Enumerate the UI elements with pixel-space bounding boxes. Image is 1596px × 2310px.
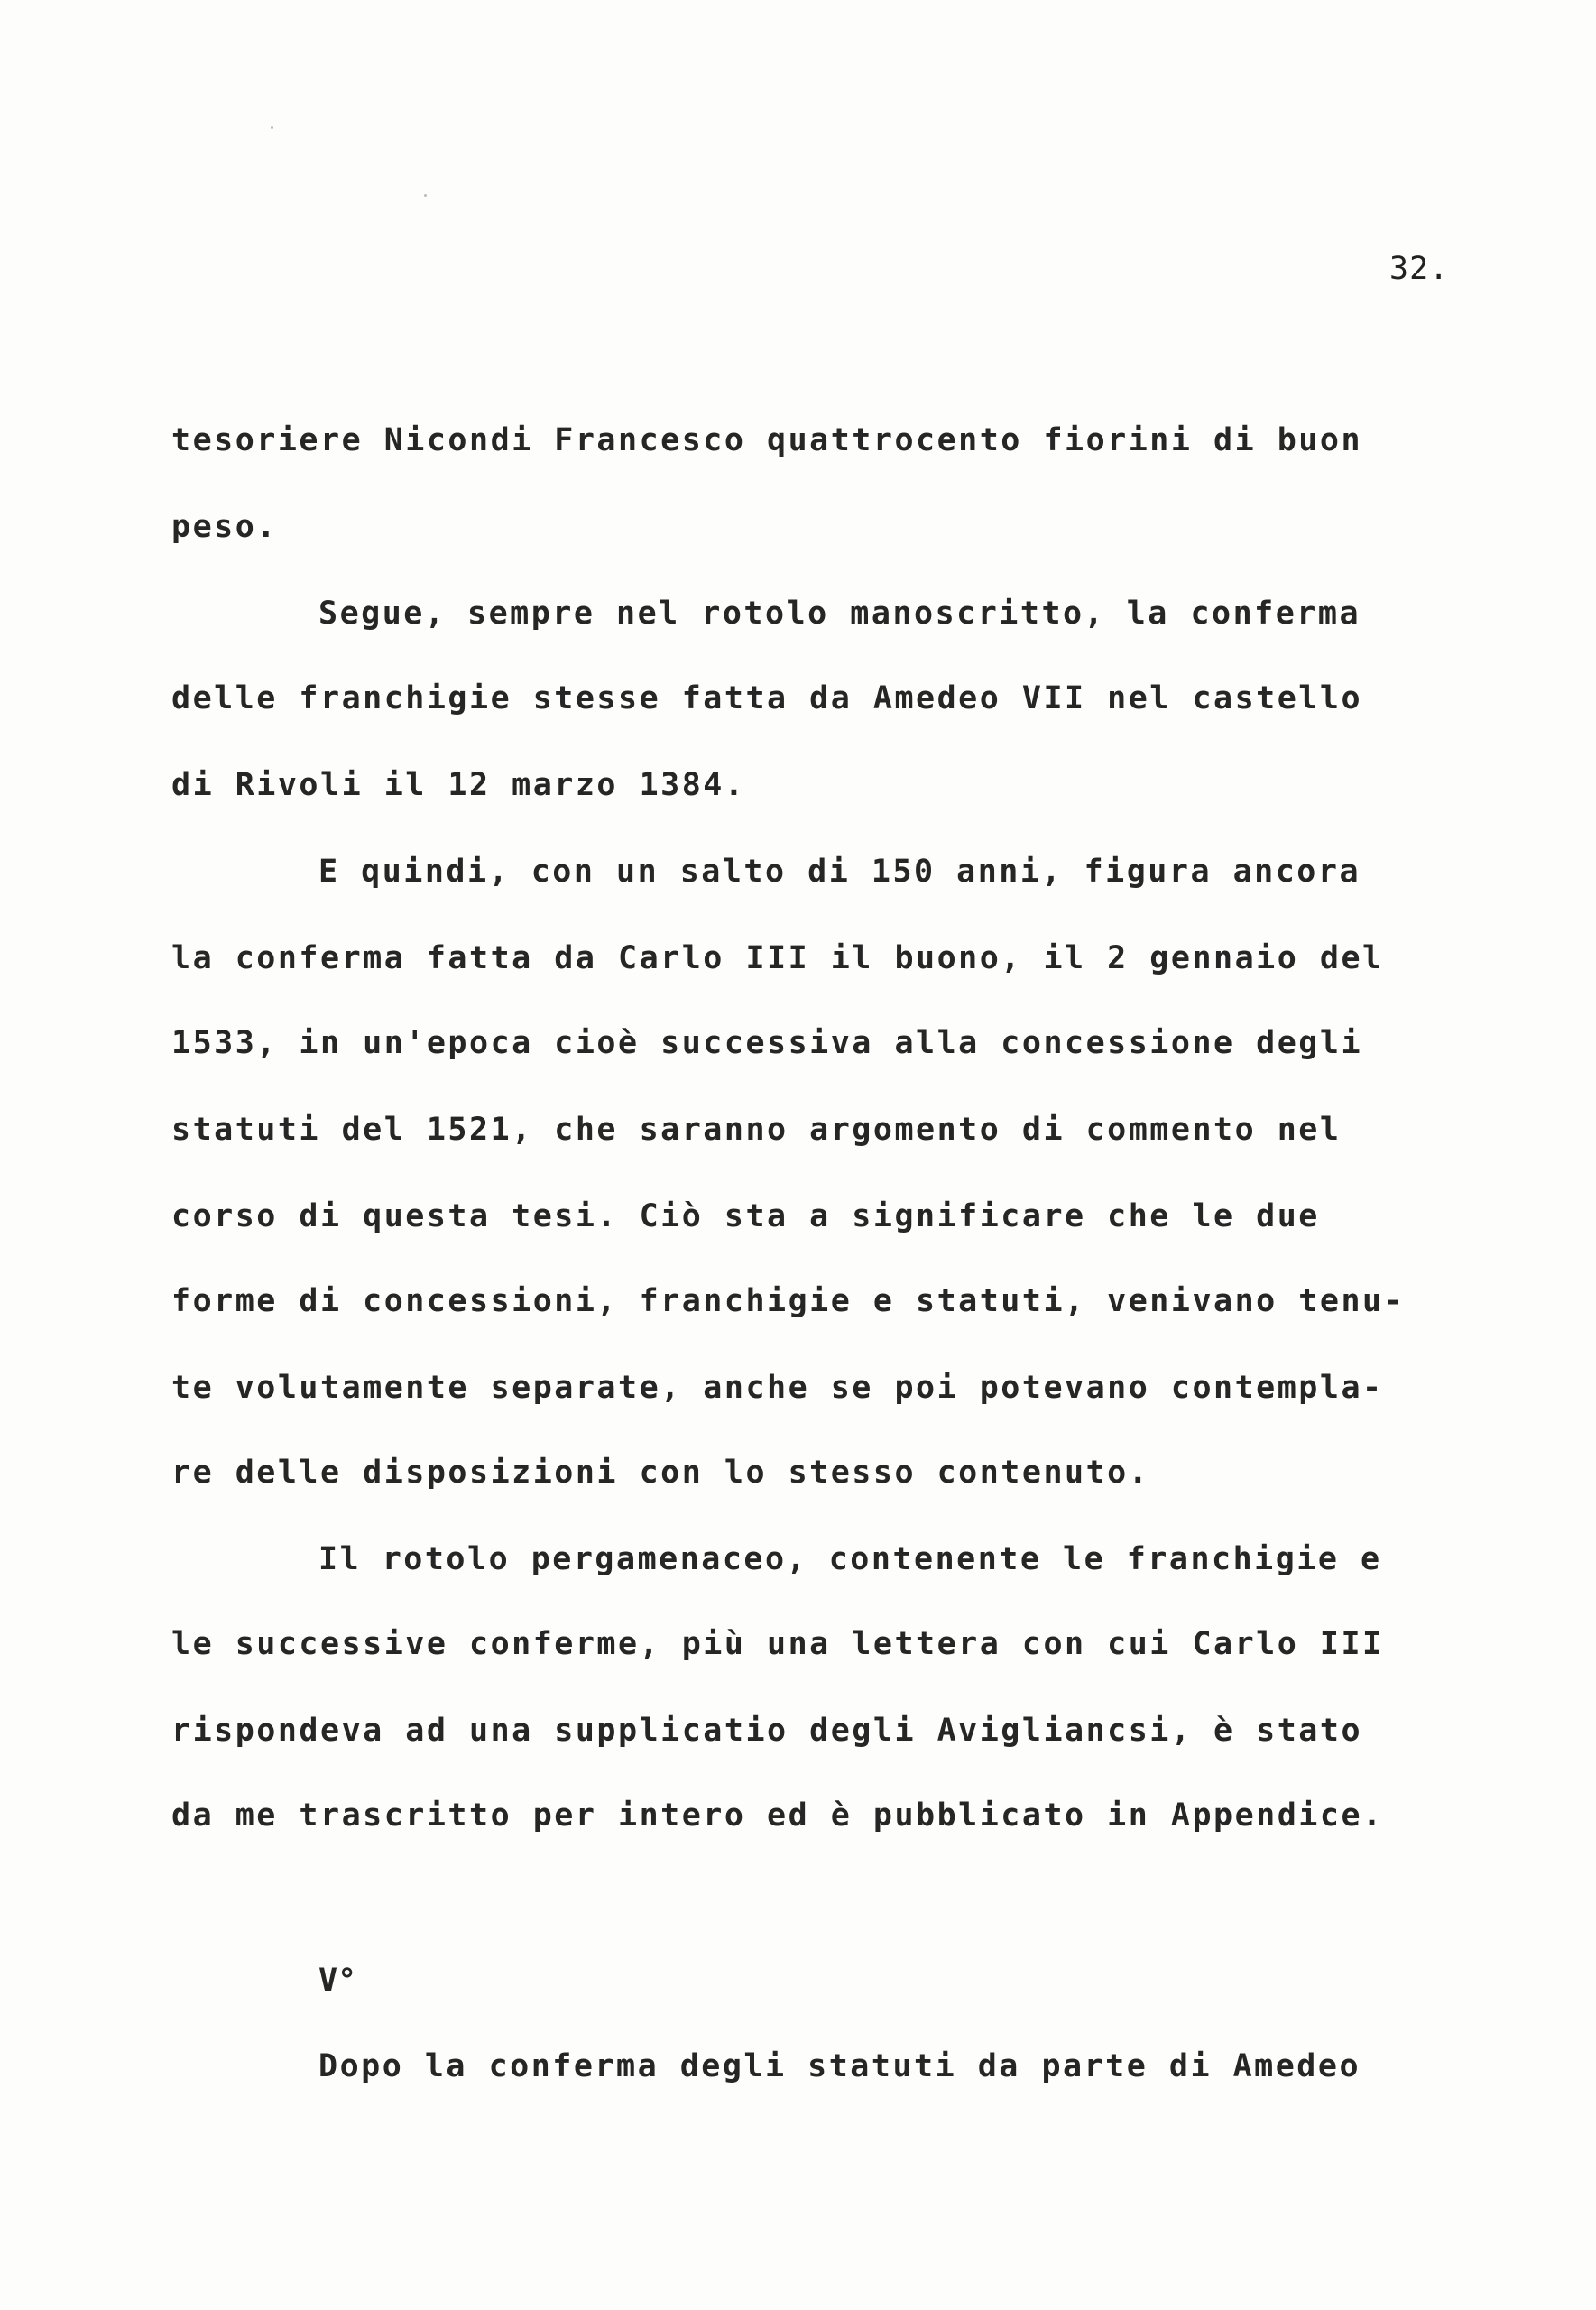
text-line: da me trascritto per intero ed è pubblicato in Appendice. — [171, 1797, 1384, 1834]
text-line: le successive conferme, più una lettera con cui Carlo III — [171, 1626, 1384, 1662]
text-line: di Rivoli il 12 marzo 1384. — [171, 767, 746, 803]
paper-speck — [271, 126, 273, 129]
text-line: 1533, in un'epoca cioè successiva alla concessione degli — [171, 1025, 1363, 1061]
text-line: Il rotolo pergamenaceo, contenente le franchigie e — [318, 1541, 1382, 1577]
text-line: Segue, sempre nel rotolo manoscritto, la conferma — [318, 596, 1361, 632]
text-line: re delle disposizioni con lo stesso contenuto. — [171, 1455, 1150, 1491]
text-line: la conferma fatta da Carlo III il buono, il 2 gennaio del — [171, 940, 1384, 976]
paper-speck — [424, 194, 427, 197]
text-line: peso. — [171, 509, 278, 545]
text-line: tesoriere Nicondi Francesco quattrocento fiorini di buon — [171, 422, 1363, 458]
text-line: te volutamente separate, anche se poi potevano contempla- — [171, 1370, 1384, 1406]
text-line: statuti del 1521, che saranno argomento di commento nel — [171, 1112, 1342, 1148]
section-heading: V° — [318, 1963, 357, 1999]
text-line: forme di concessioni, franchigie e statuti, venivano tenu- — [171, 1283, 1406, 1319]
text-line: delle franchigie stesse fatta da Amedeo VII nel castello — [171, 680, 1363, 716]
text-line: corso di questa tesi. Ciò sta a significare che le due — [171, 1198, 1320, 1234]
text-line: rispondeva ad una supplicatio degli Avigliancsi, è stato — [171, 1713, 1363, 1749]
page-number: 32. — [1389, 251, 1450, 287]
text-line: Dopo la conferma degli statuti da parte di Amedeo — [318, 2048, 1361, 2084]
text-line: E quindi, con un salto di 150 anni, figura ancora — [318, 854, 1361, 890]
